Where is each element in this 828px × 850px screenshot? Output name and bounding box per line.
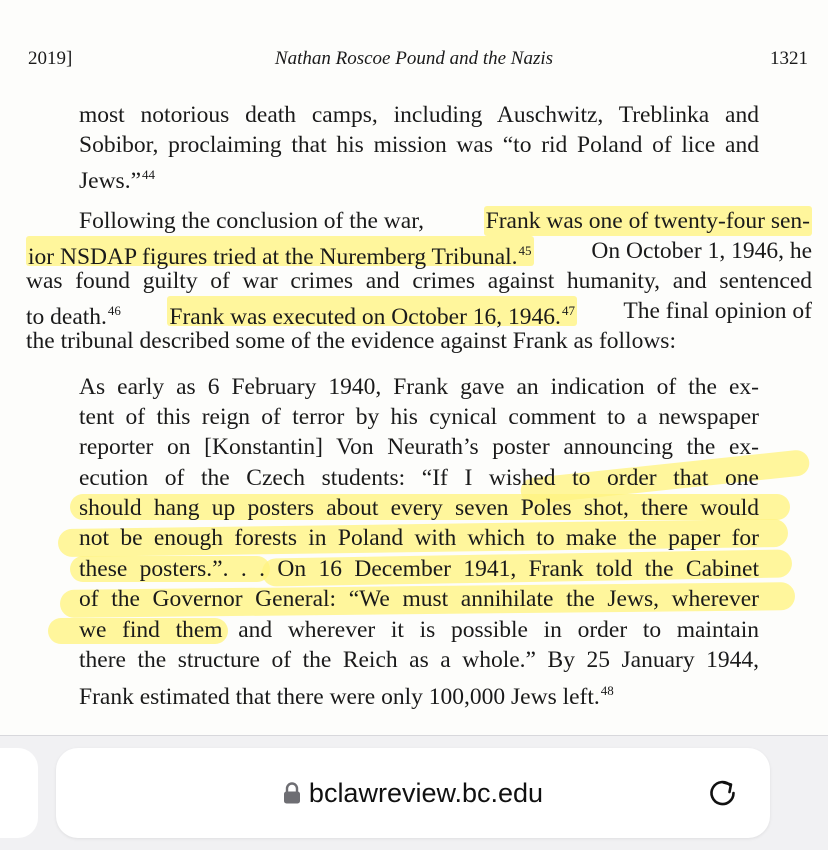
quote-line: not be enough forests in Poland with which to make the paper for <box>79 525 759 551</box>
text-line: the tribunal described some of the evidence against Frank as follows: <box>26 328 676 354</box>
footnote-ref[interactable]: 46 <box>107 303 121 318</box>
text-line <box>79 206 812 236</box>
quote-line: tent of this reign of terror by his cynical comment to a newspaper <box>79 404 759 430</box>
footnote-ref[interactable]: 44 <box>142 167 155 182</box>
page-number: 1321 <box>770 48 808 69</box>
lock-icon <box>283 780 301 811</box>
quote-line: we find them and wherever it is possible in order to maintain <box>79 617 759 643</box>
url-text: bclawreview.bc.edu <box>308 778 544 808</box>
highlighted-text <box>26 236 534 270</box>
quote-line: should hang up posters about every seven Poles shot, there would <box>79 495 759 521</box>
address-bar[interactable] <box>56 748 770 838</box>
footnote-ref[interactable]: 48 <box>600 683 614 698</box>
text-span: to death. <box>26 304 107 330</box>
footnote-ref[interactable]: 45 <box>518 243 532 258</box>
quote-line <box>79 676 614 710</box>
text-span: Jews.” <box>79 168 141 194</box>
quote-line: reporter on [Konstantin] Von Neurath’s poster announcing the ex- <box>79 434 759 460</box>
text-span: The final opinion of <box>623 298 812 324</box>
quote-line: there the structure of the Reich as a whole.” By 25 January 1944, <box>79 647 759 673</box>
browser-bottom-bar <box>0 735 828 850</box>
running-title: Nathan Roscoe Pound and the Nazis <box>274 48 554 69</box>
text-line <box>26 296 812 330</box>
text-span <box>26 296 121 330</box>
highlighted-text: Frank was one of twenty-four sen- <box>485 208 810 234</box>
volume-year: 2019] <box>28 48 73 69</box>
text-span: Following the conclusion of the war, <box>79 208 424 234</box>
url-display[interactable] <box>56 778 770 811</box>
quote-line: of the Governor General: “We must annihilate the Jews, wherever <box>79 586 759 612</box>
quote-line: these posters.”. . . On 16 December 1941, Frank told the Cabinet <box>79 556 759 582</box>
previous-tab-preview[interactable] <box>0 748 38 838</box>
text-span: ior NSDAP figures tried at the Nuremberg Tribunal. <box>28 244 518 270</box>
footnote-ref[interactable]: 47 <box>561 303 575 318</box>
quote-line: ecution of the Czech students: “If I wished to order that one <box>79 465 759 491</box>
quote-line: As early as 6 February 1940, Frank gave an indication of the ex- <box>79 374 759 400</box>
highlighted-text <box>167 296 577 330</box>
text-span: On October 1, 1946, he <box>591 238 812 264</box>
text-line: Sobibor, proclaiming that his mission was “to rid Poland of lice and <box>79 132 759 158</box>
text-line <box>26 236 812 270</box>
text-line: was found guilty of war crimes and crimes against humanity, and sentenced <box>26 268 812 294</box>
text-span: Frank estimated that there were only 100,000 Jews left. <box>79 684 600 710</box>
reload-icon[interactable] <box>706 776 740 815</box>
text-line <box>79 160 155 194</box>
text-line: most notorious death camps, including Auschwitz, Treblinka and <box>79 102 759 128</box>
text-span: Frank was executed on October 16, 1946. <box>169 304 561 330</box>
